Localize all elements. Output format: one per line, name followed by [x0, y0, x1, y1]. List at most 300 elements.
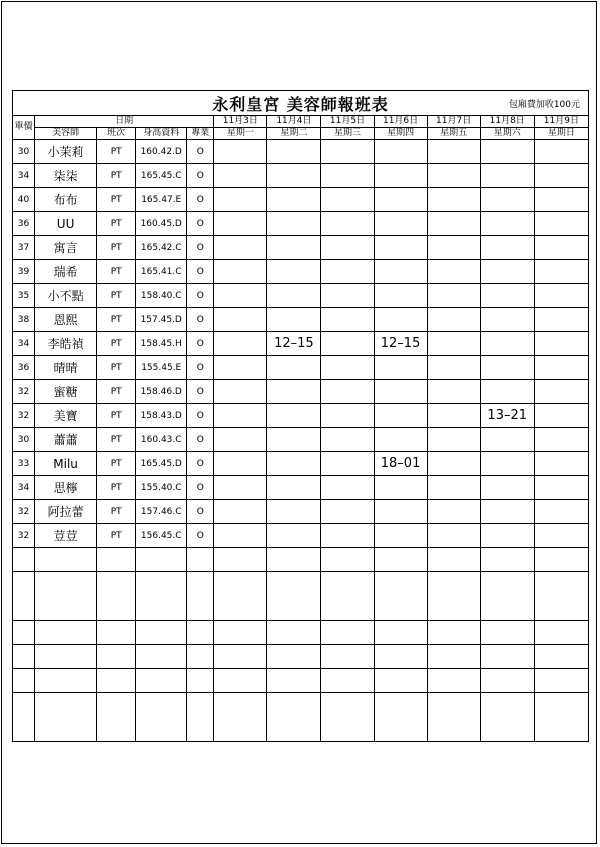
- schedule-cell: [374, 260, 427, 284]
- schedule-cell: [267, 524, 321, 548]
- name-cell: 瑞希: [35, 260, 97, 284]
- table-row: [13, 284, 589, 308]
- schedule-cell: [427, 164, 480, 188]
- name-cell: 阿拉蕾: [35, 500, 97, 524]
- schedule-cell: [214, 164, 267, 188]
- pro-cell: O: [187, 380, 214, 404]
- empty-row: [13, 693, 589, 742]
- schedule-cell: [374, 380, 427, 404]
- name-cell: UU: [35, 212, 97, 236]
- empty-cell: [480, 693, 534, 742]
- schedule-cell: [480, 188, 534, 212]
- empty-cell: [267, 548, 321, 572]
- schedule-cell: [214, 524, 267, 548]
- info-cell: 158.40.C: [136, 284, 187, 308]
- schedule-cell: [214, 404, 267, 428]
- col-header-info: 身高資料: [136, 128, 187, 140]
- schedule-cell: [267, 308, 321, 332]
- empty-cell: [374, 548, 427, 572]
- shift-cell: PT: [97, 212, 136, 236]
- info-cell: 160.45.D: [136, 212, 187, 236]
- schedule-cell: [427, 524, 480, 548]
- info-cell: 165.41.C: [136, 260, 187, 284]
- shift-cell: PT: [97, 500, 136, 524]
- schedule-cell: [534, 476, 588, 500]
- table-row: [13, 308, 589, 332]
- empty-cell: [214, 621, 267, 645]
- pro-cell: O: [187, 188, 214, 212]
- col-header-pro: 專業: [187, 128, 214, 140]
- schedule-cell: [480, 308, 534, 332]
- empty-cell: [187, 669, 214, 693]
- empty-cell: [480, 548, 534, 572]
- rate-cell: 34: [13, 332, 35, 356]
- rate-cell: 33: [13, 452, 35, 476]
- rate-cell: 34: [13, 476, 35, 500]
- table-row: [13, 188, 589, 212]
- schedule-cell: [214, 476, 267, 500]
- schedule-cell: [374, 212, 427, 236]
- empty-cell: [97, 621, 136, 645]
- schedule-cell: [427, 332, 480, 356]
- title-row: [13, 91, 589, 116]
- schedule-cell: [534, 284, 588, 308]
- schedule-cell: [267, 284, 321, 308]
- schedule-cell: [321, 332, 374, 356]
- schedule-cell: [267, 260, 321, 284]
- empty-cell: [35, 669, 97, 693]
- pro-cell: O: [187, 284, 214, 308]
- schedule-cell: [321, 140, 374, 164]
- schedule-cell: [480, 332, 534, 356]
- schedule-cell: [534, 188, 588, 212]
- schedule-cell: [214, 308, 267, 332]
- empty-row: [13, 621, 589, 645]
- schedule-cell: [534, 452, 588, 476]
- empty-cell: [187, 548, 214, 572]
- schedule-cell: [214, 428, 267, 452]
- shift-cell: PT: [97, 356, 136, 380]
- shift-cell: PT: [97, 380, 136, 404]
- schedule-cell: 12–15: [374, 332, 427, 356]
- schedule-cell: [427, 260, 480, 284]
- empty-row: [13, 548, 589, 572]
- schedule-cell: [374, 164, 427, 188]
- schedule-cell: [427, 140, 480, 164]
- empty-cell: [480, 621, 534, 645]
- empty-cell: [480, 669, 534, 693]
- shift-cell: PT: [97, 332, 136, 356]
- empty-cell: [136, 572, 187, 621]
- rate-cell: 36: [13, 356, 35, 380]
- schedule-cell: [534, 404, 588, 428]
- empty-cell: [321, 669, 374, 693]
- name-cell: 美寶: [35, 404, 97, 428]
- empty-cell: [267, 621, 321, 645]
- empty-cell: [534, 621, 588, 645]
- pro-cell: O: [187, 308, 214, 332]
- schedule-cell: [267, 428, 321, 452]
- schedule-cell: [480, 476, 534, 500]
- info-cell: 165.45.D: [136, 452, 187, 476]
- schedule-cell: [480, 284, 534, 308]
- rate-cell: 36: [13, 212, 35, 236]
- empty-row: [13, 645, 589, 669]
- info-cell: 157.46.C: [136, 500, 187, 524]
- pro-cell: O: [187, 500, 214, 524]
- empty-cell: [321, 645, 374, 669]
- rate-cell: 30: [13, 428, 35, 452]
- date-header-cell: 11月9日: [534, 116, 588, 128]
- schedule-cell: [427, 284, 480, 308]
- table-row: [13, 236, 589, 260]
- rate-cell: 37: [13, 236, 35, 260]
- schedule-cell: [267, 476, 321, 500]
- schedule-cell: [534, 332, 588, 356]
- rate-cell: 40: [13, 188, 35, 212]
- schedule-cell: [480, 500, 534, 524]
- date-header: 日期: [35, 116, 214, 128]
- empty-cell: [97, 645, 136, 669]
- empty-cell: [13, 548, 35, 572]
- empty-cell: [267, 693, 321, 742]
- empty-cell: [97, 669, 136, 693]
- schedule-cell: [214, 380, 267, 404]
- empty-cell: [187, 693, 214, 742]
- empty-cell: [374, 621, 427, 645]
- empty-cell: [374, 693, 427, 742]
- schedule-cell: [321, 356, 374, 380]
- schedule-cell: [321, 284, 374, 308]
- info-cell: 158.45.H: [136, 332, 187, 356]
- name-cell: 李皓禎: [35, 332, 97, 356]
- schedule-cell: [427, 308, 480, 332]
- schedule-cell: [480, 212, 534, 236]
- schedule-cell: [267, 188, 321, 212]
- schedule-cell: [214, 212, 267, 236]
- schedule-cell: [374, 188, 427, 212]
- name-cell: 柒柒: [35, 164, 97, 188]
- rate-cell: 38: [13, 308, 35, 332]
- empty-cell: [480, 645, 534, 669]
- shift-cell: PT: [97, 164, 136, 188]
- table-row: [13, 380, 589, 404]
- weekday-header-cell: 星期一: [214, 128, 267, 140]
- empty-cell: [321, 572, 374, 621]
- shift-cell: PT: [97, 452, 136, 476]
- schedule-cell: [321, 404, 374, 428]
- shift-cell: PT: [97, 428, 136, 452]
- empty-cell: [97, 572, 136, 621]
- schedule-cell: [321, 452, 374, 476]
- info-cell: 158.46.D: [136, 380, 187, 404]
- schedule-cell: [321, 500, 374, 524]
- weekday-header-cell: 星期三: [321, 128, 374, 140]
- table-row: [13, 332, 589, 356]
- sheet-title: 永利皇宮 美容師報班表: [212, 94, 389, 114]
- empty-cell: [136, 645, 187, 669]
- schedule-cell: [534, 164, 588, 188]
- schedule-cell: [427, 452, 480, 476]
- pro-cell: O: [187, 164, 214, 188]
- schedule-cell: [214, 188, 267, 212]
- schedule-cell: [267, 164, 321, 188]
- shift-cell: PT: [97, 476, 136, 500]
- pro-cell: O: [187, 236, 214, 260]
- schedule-cell: [214, 284, 267, 308]
- empty-cell: [97, 693, 136, 742]
- empty-cell: [427, 548, 480, 572]
- schedule-cell: [374, 140, 427, 164]
- schedule-cell: [267, 452, 321, 476]
- schedule-cell: [480, 260, 534, 284]
- empty-cell: [13, 621, 35, 645]
- pro-cell: O: [187, 140, 214, 164]
- schedule-cell: [534, 308, 588, 332]
- schedule-cell: 12–15: [267, 332, 321, 356]
- empty-cell: [534, 572, 588, 621]
- table-row: [13, 356, 589, 380]
- empty-cell: [321, 693, 374, 742]
- schedule-cell: [480, 140, 534, 164]
- empty-cell: [35, 693, 97, 742]
- date-header-cell: 11月3日: [214, 116, 267, 128]
- shift-cell: PT: [97, 188, 136, 212]
- weekday-header-cell: 星期四: [374, 128, 427, 140]
- empty-cell: [427, 645, 480, 669]
- schedule-cell: [534, 140, 588, 164]
- info-cell: 165.47.E: [136, 188, 187, 212]
- empty-cell: [267, 645, 321, 669]
- empty-cell: [136, 669, 187, 693]
- empty-cell: [35, 548, 97, 572]
- schedule-cell: [374, 524, 427, 548]
- table-row: [13, 212, 589, 236]
- schedule-cell: [374, 476, 427, 500]
- empty-cell: [534, 669, 588, 693]
- info-cell: 158.43.D: [136, 404, 187, 428]
- empty-cell: [97, 548, 136, 572]
- schedule-cell: [534, 428, 588, 452]
- table-row: [13, 452, 589, 476]
- empty-cell: [214, 669, 267, 693]
- schedule-cell: [480, 428, 534, 452]
- schedule-cell: [214, 500, 267, 524]
- schedule-cell: [214, 356, 267, 380]
- pro-cell: O: [187, 356, 214, 380]
- date-header-cell: 11月7日: [427, 116, 480, 128]
- name-cell: 小茉莉: [35, 140, 97, 164]
- schedule-cell: [321, 476, 374, 500]
- info-cell: 165.45.C: [136, 164, 187, 188]
- schedule-cell: [534, 260, 588, 284]
- empty-cell: [214, 572, 267, 621]
- name-cell: 布布: [35, 188, 97, 212]
- empty-cell: [427, 669, 480, 693]
- weekday-header-cell: 星期二: [267, 128, 321, 140]
- shift-cell: PT: [97, 404, 136, 428]
- empty-cell: [534, 693, 588, 742]
- empty-cell: [267, 572, 321, 621]
- table-row: [13, 164, 589, 188]
- date-header-cell: 11月8日: [480, 116, 534, 128]
- empty-cell: [374, 669, 427, 693]
- empty-cell: [214, 693, 267, 742]
- schedule-cell: [321, 428, 374, 452]
- schedule-cell: [374, 500, 427, 524]
- schedule-cell: [427, 500, 480, 524]
- pro-cell: O: [187, 476, 214, 500]
- empty-cell: [374, 572, 427, 621]
- schedule-cell: [427, 380, 480, 404]
- schedule-cell: [214, 332, 267, 356]
- empty-cell: [136, 621, 187, 645]
- name-cell: 恩熙: [35, 308, 97, 332]
- schedule-cell: [374, 428, 427, 452]
- schedule-cell: [267, 356, 321, 380]
- col-header-shift: 班次: [97, 128, 136, 140]
- schedule-cell: [267, 140, 321, 164]
- date-header-cell: 11月4日: [267, 116, 321, 128]
- info-cell: 157.45.D: [136, 308, 187, 332]
- schedule-cell: [534, 356, 588, 380]
- table-row: [13, 524, 589, 548]
- name-cell: 小不點: [35, 284, 97, 308]
- shift-cell: PT: [97, 140, 136, 164]
- schedule-cell: [427, 404, 480, 428]
- empty-cell: [480, 572, 534, 621]
- schedule-cell: [480, 452, 534, 476]
- empty-cell: [427, 693, 480, 742]
- schedule-cell: [534, 524, 588, 548]
- table-row: [13, 476, 589, 500]
- schedule-cell: [214, 236, 267, 260]
- empty-cell: [136, 548, 187, 572]
- empty-cell: [187, 572, 214, 621]
- empty-cell: [427, 621, 480, 645]
- shift-cell: PT: [97, 236, 136, 260]
- name-cell: Milu: [35, 452, 97, 476]
- schedule-cell: [214, 140, 267, 164]
- info-cell: 160.42.D: [136, 140, 187, 164]
- schedule-cell: [214, 452, 267, 476]
- empty-cell: [427, 572, 480, 621]
- name-cell: 荳荳: [35, 524, 97, 548]
- info-cell: 165.42.C: [136, 236, 187, 260]
- name-cell: 蜜糖: [35, 380, 97, 404]
- info-cell: 156.45.C: [136, 524, 187, 548]
- name-cell: 蕭蕭: [35, 428, 97, 452]
- shift-cell: PT: [97, 524, 136, 548]
- empty-cell: [35, 621, 97, 645]
- empty-cell: [321, 548, 374, 572]
- schedule-cell: [374, 356, 427, 380]
- schedule-cell: [427, 476, 480, 500]
- schedule-cell: [480, 164, 534, 188]
- schedule-cell: 18–01: [374, 452, 427, 476]
- empty-cell: [13, 669, 35, 693]
- schedule-sheet: [12, 90, 589, 742]
- empty-cell: [35, 645, 97, 669]
- empty-cell: [13, 693, 35, 742]
- pro-cell: O: [187, 452, 214, 476]
- weekday-header-cell: 星期日: [534, 128, 588, 140]
- pro-cell: O: [187, 260, 214, 284]
- schedule-cell: [321, 380, 374, 404]
- shift-cell: PT: [97, 260, 136, 284]
- pro-cell: O: [187, 428, 214, 452]
- empty-cell: [13, 645, 35, 669]
- empty-row: [13, 572, 589, 621]
- rate-cell: 30: [13, 140, 35, 164]
- schedule-cell: [214, 260, 267, 284]
- header-row-dates: [13, 116, 589, 128]
- shift-cell: PT: [97, 284, 136, 308]
- pro-cell: O: [187, 212, 214, 236]
- empty-cell: [35, 572, 97, 621]
- name-cell: 思檸: [35, 476, 97, 500]
- table-row: [13, 404, 589, 428]
- schedule-cell: [480, 236, 534, 260]
- schedule-cell: [321, 212, 374, 236]
- col-header-beautician: 美容師: [35, 128, 97, 140]
- schedule-cell: [267, 500, 321, 524]
- schedule-cell: [267, 380, 321, 404]
- weekday-header-cell: 星期五: [427, 128, 480, 140]
- schedule-cell: [480, 380, 534, 404]
- schedule-cell: [374, 284, 427, 308]
- rate-cell: 32: [13, 500, 35, 524]
- schedule-cell: [267, 212, 321, 236]
- rate-header: 單價: [13, 116, 35, 140]
- empty-cell: [136, 693, 187, 742]
- schedule-cell: [480, 524, 534, 548]
- empty-row: [13, 669, 589, 693]
- table-row: [13, 500, 589, 524]
- pro-cell: O: [187, 332, 214, 356]
- schedule-cell: [374, 308, 427, 332]
- schedule-cell: [321, 236, 374, 260]
- schedule-cell: [427, 356, 480, 380]
- name-cell: 寓言: [35, 236, 97, 260]
- schedule-cell: [534, 500, 588, 524]
- pro-cell: O: [187, 524, 214, 548]
- schedule-cell: [321, 260, 374, 284]
- table-row: [13, 428, 589, 452]
- empty-cell: [267, 669, 321, 693]
- empty-cell: [374, 645, 427, 669]
- schedule-cell: [321, 164, 374, 188]
- pro-cell: O: [187, 404, 214, 428]
- header-row-columns: [13, 128, 589, 140]
- schedule-cell: [480, 356, 534, 380]
- schedule-cell: 13–21: [480, 404, 534, 428]
- schedule-cell: [267, 404, 321, 428]
- schedule-cell: [427, 236, 480, 260]
- info-cell: 155.45.E: [136, 356, 187, 380]
- empty-cell: [187, 621, 214, 645]
- schedule-cell: [267, 236, 321, 260]
- title-cell: [13, 91, 589, 116]
- empty-cell: [321, 621, 374, 645]
- room-fee-note: 包廂費加收100元: [508, 100, 580, 110]
- schedule-cell: [427, 212, 480, 236]
- date-header-cell: 11月6日: [374, 116, 427, 128]
- info-cell: 155.40.C: [136, 476, 187, 500]
- empty-cell: [534, 645, 588, 669]
- shift-cell: PT: [97, 308, 136, 332]
- empty-cell: [214, 645, 267, 669]
